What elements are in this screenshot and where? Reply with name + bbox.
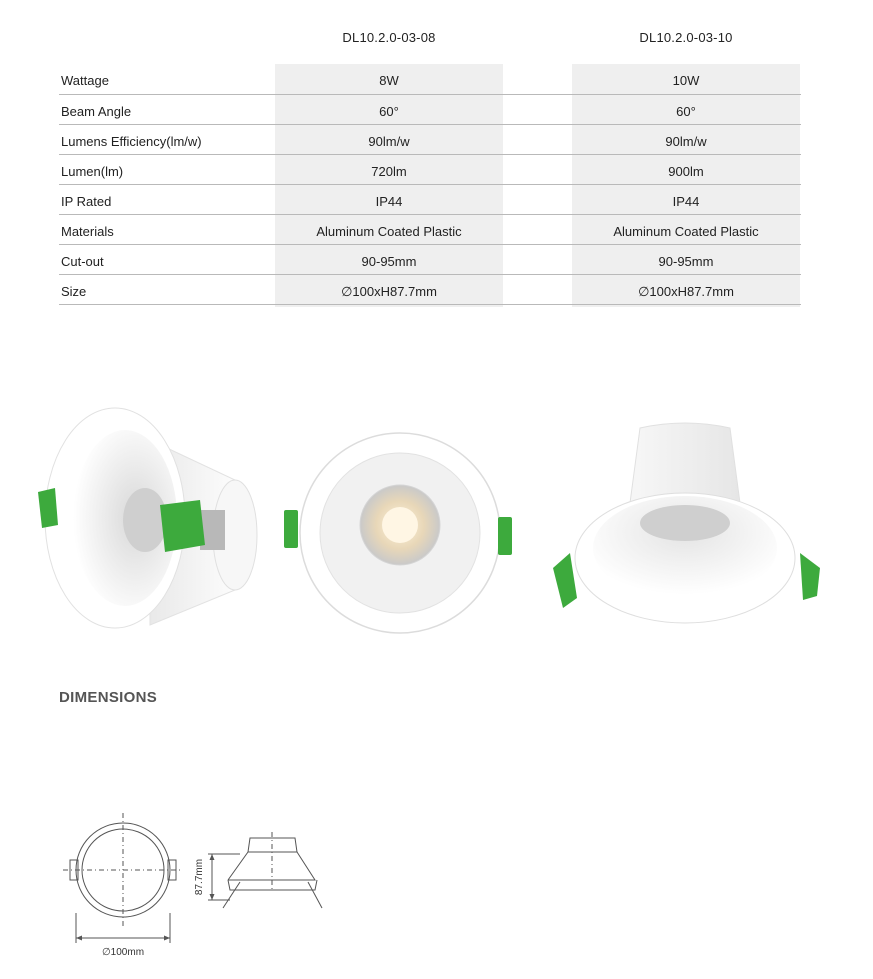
side-view-drawing xyxy=(190,830,330,920)
spec-value: 900lm xyxy=(668,164,704,179)
spring-clip-icon xyxy=(800,553,820,600)
spec-row xyxy=(59,64,801,95)
spec-label: Lumen(lm) xyxy=(61,164,124,179)
spec-value: ∅100xH87.7mm xyxy=(638,284,734,299)
spec-value: Aluminum Coated Plastic xyxy=(316,224,462,239)
spec-value: IP44 xyxy=(375,194,403,209)
spec-value: 90lm/w xyxy=(665,134,707,149)
downlight-front-image xyxy=(280,425,520,640)
spec-value: 90-95mm xyxy=(658,254,714,269)
spec-value: 60° xyxy=(379,104,399,119)
spec-value: 90-95mm xyxy=(361,254,417,269)
height-label: 87.7mm xyxy=(194,858,205,896)
spec-label: Size xyxy=(61,284,87,299)
downlight-angled-left-image xyxy=(30,400,270,635)
spring-clip-icon xyxy=(160,500,205,552)
model-header: DL10.2.0-03-10 xyxy=(639,30,733,45)
spec-value: IP44 xyxy=(672,194,700,209)
spring-clip-icon xyxy=(38,488,58,528)
spec-label: Cut-out xyxy=(61,254,104,269)
spec-value: 10W xyxy=(672,73,700,88)
spec-value: 60° xyxy=(676,104,696,119)
spec-label: Wattage xyxy=(61,73,109,88)
spring-clip-icon xyxy=(498,517,512,555)
spec-value: ∅100xH87.7mm xyxy=(341,284,437,299)
diameter-label: ∅100mm xyxy=(101,947,145,958)
downlight-angled-right-image xyxy=(545,418,830,633)
top-view-drawing xyxy=(58,808,188,963)
spec-row xyxy=(59,185,801,215)
spring-clip-icon xyxy=(284,510,298,548)
spec-value: Aluminum Coated Plastic xyxy=(613,224,759,239)
spec-row xyxy=(59,245,801,275)
spec-row xyxy=(59,155,801,185)
spec-value: 8W xyxy=(379,73,399,88)
spec-label: Materials xyxy=(61,224,114,239)
spec-value: 720lm xyxy=(371,164,407,179)
spec-row xyxy=(59,125,801,155)
spring-clip-icon xyxy=(553,553,577,608)
spec-row xyxy=(59,275,801,305)
spec-rows xyxy=(59,64,801,305)
spec-label: Beam Angle xyxy=(61,104,132,119)
spec-label: IP Rated xyxy=(61,194,112,209)
model-header: DL10.2.0-03-08 xyxy=(342,30,436,45)
dimensions-title: DIMENSIONS xyxy=(59,689,158,706)
spec-value: 90lm/w xyxy=(368,134,410,149)
spec-row xyxy=(59,95,801,125)
spec-row xyxy=(59,215,801,245)
spec-label: Lumens Efficiency(lm/w) xyxy=(61,134,202,149)
